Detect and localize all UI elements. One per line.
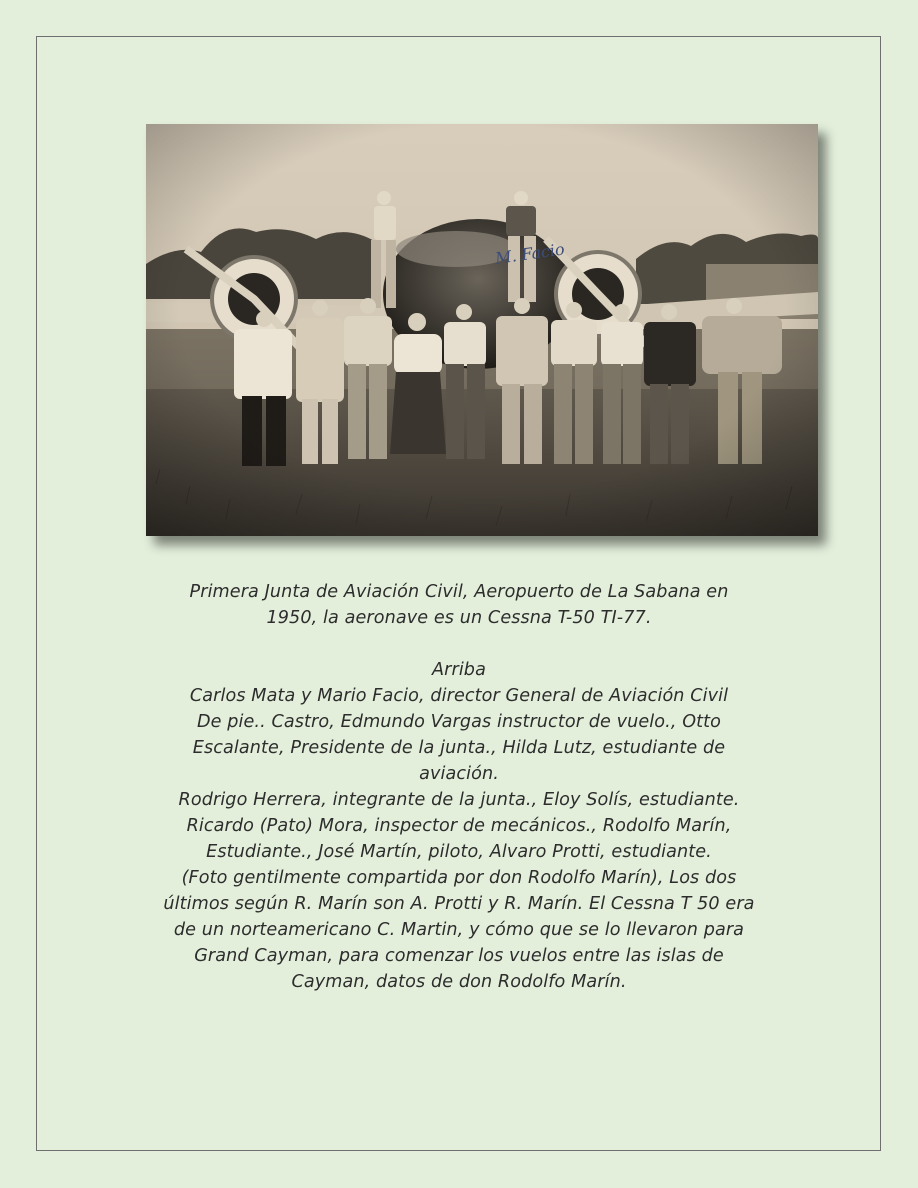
caption-body-line-6: Ricardo (Pato) Mora, inspector de mecánicos., Rodolfo Marín,: [186, 816, 732, 836]
caption-body-line-12: Cayman, datos de don Rodolfo Marín.: [291, 972, 627, 992]
historical-photo: [146, 124, 818, 536]
caption-body-line-7: Estudiante., José Martín, piloto, Alvaro Protti, estudiante.: [206, 842, 712, 862]
caption-body-line-10: de un norteamericano C. Martin, y cómo que se lo llevaron para: [173, 920, 745, 940]
caption-body-line-2: De pie.. Castro, Edmundo Vargas instructor de vuelo., Otto: [196, 712, 722, 732]
caption-body-line-11: Grand Cayman, para comenzar los vuelos entre las islas de: [194, 946, 724, 966]
caption-body-line-5: Rodrigo Herrera, integrante de la junta., Eloy Solís, estudiante.: [178, 790, 740, 810]
photo-caption: [120, 579, 798, 995]
caption-body-line-4: aviación.: [419, 764, 499, 784]
caption-body-line-1: Carlos Mata y Mario Facio, director General de Aviación Civil: [189, 686, 729, 706]
caption-body-line-3: Escalante, Presidente de la junta., Hilda Lutz, estudiante de: [192, 738, 726, 758]
caption-body-line-8: (Foto gentilmente compartida por don Rodolfo Marín), Los dos: [181, 868, 737, 888]
caption-intro-line-2: 1950, la aeronave es un Cessna T-50 TI-77.: [266, 608, 652, 628]
photo-illustration: [146, 124, 818, 536]
caption-spacer: [120, 631, 798, 657]
caption-body-line-9: últimos según R. Marín son A. Protti y R. Marín. El Cessna T 50 era: [163, 894, 755, 914]
caption-intro-line-1: Primera Junta de Aviación Civil, Aeropuerto de La Sabana en: [189, 582, 729, 602]
caption-heading-arriba: Arriba: [432, 660, 486, 680]
